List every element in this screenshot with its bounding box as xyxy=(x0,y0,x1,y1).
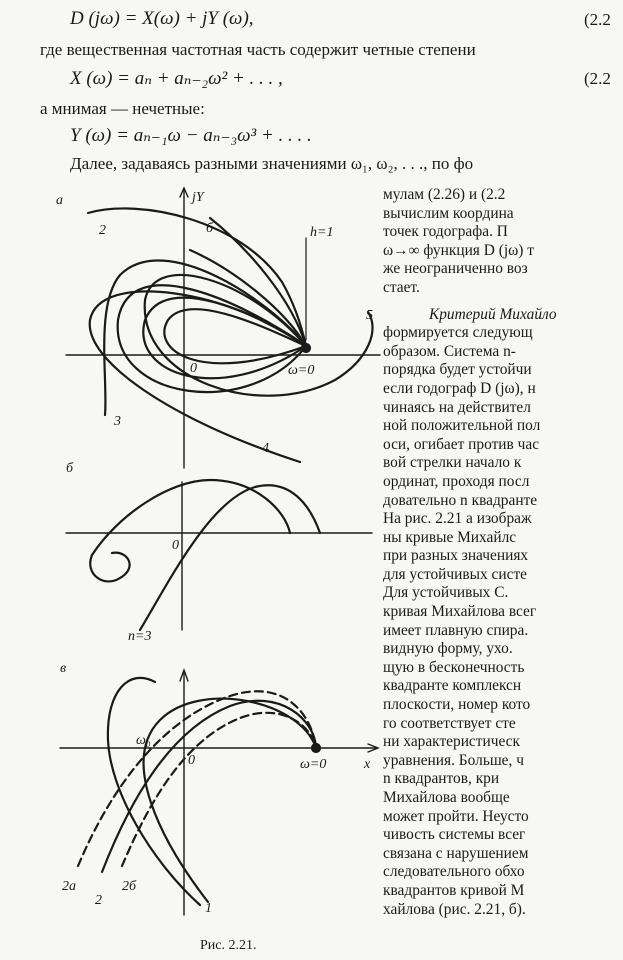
panel-c xyxy=(60,670,378,915)
column-line: мулам (2.26) и (2.2 xyxy=(383,186,506,203)
order-label: n=3 xyxy=(128,629,152,644)
column-line: ни характеристическ xyxy=(383,733,520,751)
curve-label: 4 xyxy=(262,441,269,456)
column-line: n квадрантов, кри xyxy=(383,770,500,788)
column-line: чинаясь на действител xyxy=(383,398,531,416)
column-line: точек годографа. П xyxy=(383,223,508,241)
origin-label: 0 xyxy=(190,361,197,376)
column-line: плоскости, номер кото xyxy=(383,696,531,714)
origin-label: 0 xyxy=(172,538,179,553)
column-line: довательно n квадранте xyxy=(383,491,538,509)
column-line: го соответствует сте xyxy=(383,714,516,732)
equation-number: (2.2 xyxy=(584,69,611,88)
body-text-line: а мнимая — нечетные: xyxy=(40,99,205,118)
omega-zero-label: ω=0 xyxy=(288,363,315,378)
omega-zero-point xyxy=(312,744,320,752)
curve-label: 3 xyxy=(114,414,121,429)
curve-2 xyxy=(102,701,316,872)
column-line: связана с нарушением xyxy=(383,844,529,862)
column-line: щую в бесконечность xyxy=(383,658,525,676)
column-line: ординат, проходя посл xyxy=(383,472,530,490)
column-line: квадрантов кривой М xyxy=(383,881,525,899)
curve-2b xyxy=(122,713,316,866)
y-axis-label: jY xyxy=(192,190,204,205)
curve-label: h=1 xyxy=(310,225,334,240)
column-line: ω→∞ функция D (jω) т xyxy=(383,241,534,259)
column-line: следовательного обхо xyxy=(383,863,525,881)
figure-caption: Рис. 2.21. xyxy=(200,938,257,953)
curve-b1 xyxy=(92,480,290,555)
column-line: вой стрелки начало к xyxy=(383,454,522,472)
curve-label: 5 xyxy=(366,308,373,323)
equation-number: (2.2 xyxy=(584,10,611,29)
column-line: Критерий Михайло xyxy=(429,305,557,323)
column-line: ной положительной пол xyxy=(383,417,541,435)
equation-real-part: X (ω) = aₙ + aₙ₋₂ω² + . . . , xyxy=(70,68,283,89)
curve-label: 2 xyxy=(99,223,106,238)
column-line: квадранте комплексн xyxy=(383,677,522,695)
curve-2a xyxy=(78,691,316,866)
column-line: формируется следующ xyxy=(383,324,533,342)
column-line: вычислим координа xyxy=(383,204,514,222)
loop-2 xyxy=(143,298,306,379)
column-line: кривая Михайлова всег xyxy=(383,603,537,621)
omega-zero-point xyxy=(302,344,310,352)
column-line: образом. Система n- xyxy=(383,342,516,360)
panel-label: а xyxy=(56,193,63,208)
column-line: порядка будет устойчи xyxy=(383,361,532,379)
panel-label: в xyxy=(60,661,67,676)
curve-label: б xyxy=(206,221,214,236)
origin-label: 0 xyxy=(188,753,195,768)
curve-label: 2а xyxy=(62,879,76,894)
x-axis-label: x xyxy=(364,757,371,772)
curve-1 xyxy=(144,699,316,902)
omega-zero-label: ω=0 xyxy=(300,757,327,772)
column-line: имеет плавную спира. xyxy=(383,621,529,639)
equation-imag-part: Y (ω) = aₙ₋₁ω − aₙ₋₃ω³ + . . . . xyxy=(70,125,312,146)
column-line: оси, огибает против час xyxy=(383,435,540,453)
column-line: если годограф D (jω), н xyxy=(383,379,536,397)
curve-label: 2б xyxy=(122,879,137,894)
column-line: На рис. 2.21 a изображ xyxy=(383,510,532,528)
curve-label: 1 xyxy=(205,901,212,916)
column-line: Для устойчивых С. xyxy=(383,584,509,602)
column-line: чивость системы всег xyxy=(383,826,526,844)
column-line: хайлова (рис. 2.21, б). xyxy=(383,900,526,918)
equation-2-26: D (jω) = X(ω) + jY (ω), xyxy=(70,8,254,29)
column-line: уравнения. Больше, ч xyxy=(383,751,524,769)
column-line: может пройти. Неусто xyxy=(383,807,529,825)
curve-b2 xyxy=(140,485,320,630)
curve-b-loop xyxy=(90,553,129,582)
panel-b xyxy=(66,480,372,630)
curve-label: 2 xyxy=(95,893,102,908)
column-line: видную форму, ухо. xyxy=(383,640,513,658)
column-line: же неограниченно воз xyxy=(383,260,528,278)
column-line: Михайлова вообще xyxy=(383,789,510,806)
panel-label: б xyxy=(66,461,74,476)
body-text-line: где вещественная частотная часть содержит четные степени xyxy=(40,40,476,59)
column-line: для устойчивых систе xyxy=(383,565,528,583)
column-line: стает. xyxy=(383,278,420,296)
column-line: при разных значениях xyxy=(383,547,529,565)
column-line: ны кривые Михайлс xyxy=(383,528,517,546)
body-text-line: Далее, задаваясь разными значениями ω₁, ω₂, . . ., по фо xyxy=(70,154,474,173)
omega0-label: ω₀ xyxy=(136,733,151,748)
